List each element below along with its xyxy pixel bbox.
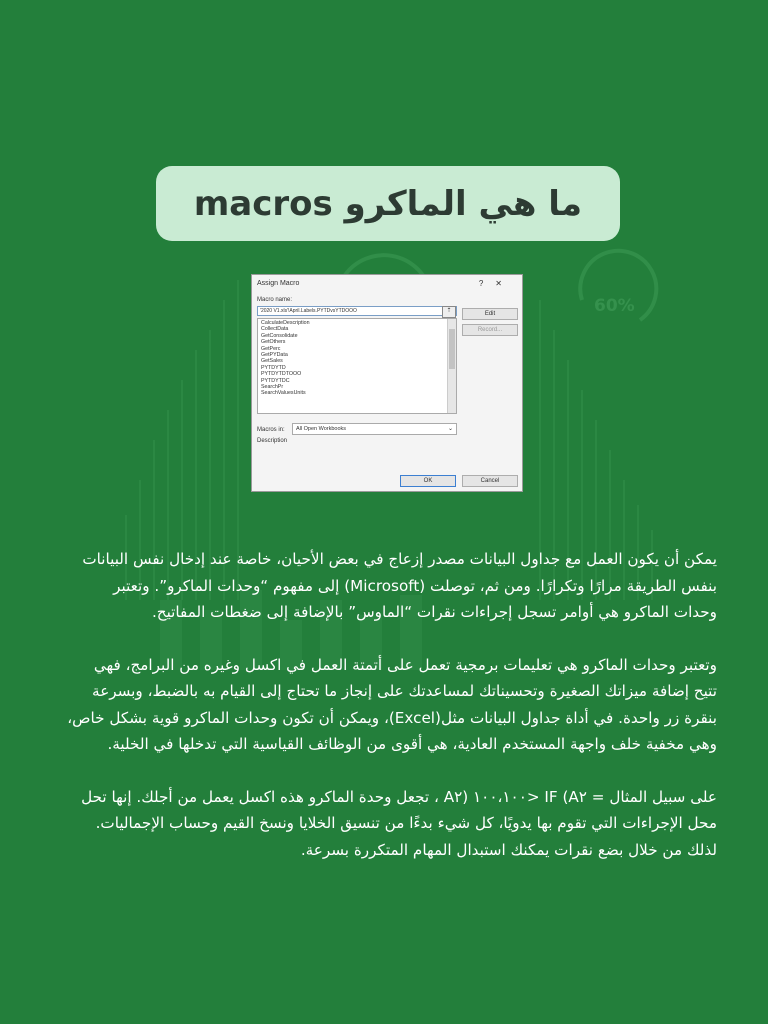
macro-name-field: '2020 V1.xls'!April.Labels.PYTDvsYTDOOO — [257, 306, 457, 316]
title-banner — [156, 166, 620, 241]
list-item: CollectData — [261, 326, 289, 333]
macro-name-label: Macro name: — [257, 297, 293, 303]
description-area — [257, 446, 519, 470]
paragraph-definition: وتعتبر وحدات الماكرو هي تعليمات برمجية تعمل على أتمتة العمل في اكسل وغيره من البرامج، فهي تتيح إضافة ميزاتك الصغيرة وتحسيناتك لمساعدتك على إنجاز ما تحتاج إلى القيام به بالضبط، وبسرعة بنقرة زر واحدة. في أداة جداول البيانات مثل(Excel)، ويمكن أن تكون وحدات الماكرو قوية بشكل خاص، وهي مخفية خلف واجهة المستخدم العادية، هي أقوى من الوظائف القياسية التي تدخلها في الخلية. — [67, 655, 717, 753]
list-item: PYTDYTDTOOO — [261, 371, 302, 378]
list-item: SearchPr — [261, 384, 284, 391]
list-scrollbar — [447, 319, 456, 413]
collapse-arrow-icon: ⇡ — [442, 306, 456, 318]
list-item: GetSales — [261, 358, 283, 365]
chevron-down-icon: ⌄ — [447, 426, 453, 432]
macros-in-value: All Open Workbooks — [296, 426, 347, 432]
help-icon: ? — [478, 279, 496, 288]
assign-macro-dialog-screenshot — [251, 274, 523, 492]
cancel-button: Cancel — [462, 475, 518, 487]
list-item: PYTDYTDC — [261, 377, 290, 384]
list-item: GetPYData — [261, 352, 288, 359]
edit-button: Edit — [462, 308, 518, 320]
macros-in-select — [292, 423, 457, 435]
list-item: GetConsolidate — [261, 332, 298, 339]
ok-button: OK — [400, 475, 456, 487]
dialog-title: Assign Macro — [257, 280, 300, 287]
article-body — [66, 546, 717, 889]
list-item: PYTDYTD — [261, 364, 286, 371]
page-title: ما هي الماكرو macros — [193, 183, 583, 224]
description-label: Description — [257, 438, 288, 444]
paragraph-intro: يمكن أن يكون العمل مع جداول البيانات مصدر إزعاج في بعض الأحيان، خاصة عند إدخال نفس البيانات بنفس الطريقة مرارًا وتكرارًا. ومن ثم، توصلت (Microsoft) إلى مفهوم “وحدات الماكرو”. وتعتبر وحدات الماكرو هي أوامر تسجل إجراءات نقرات “الماوس” بالإضافة إلى ضغطات المفاتيح. — [82, 550, 717, 621]
gauge-percent-text: 60% — [594, 296, 635, 316]
list-item: SearchValuesUnits — [261, 390, 306, 397]
record-button: Record... — [462, 324, 518, 336]
macros-in-label: Macros in: — [257, 427, 285, 433]
list-item: CalculateDescription — [261, 320, 310, 326]
list-item: GetPerc — [261, 345, 281, 352]
list-item: GetOthers — [261, 339, 286, 346]
paragraph-example: على سبيل المثال = IF (A٢ <١٠٠،١٠٠ (A٢ ، تجعل وحدة الماكرو هذه اكسل يعمل من أجلك. إنها تحل محل الإجراءات التي تقوم بها يدويًا، كل شيء بدءًا من تنسيق الخلايا ونسخ القيم وحساب الإجماليات. لذلك من خلال بضع نقرات يمكنك استبدال المهام المتكررة بسرعة. — [81, 787, 717, 859]
dialog-window-controls — [479, 279, 514, 288]
macro-list — [257, 318, 457, 414]
close-icon: ✕ — [495, 279, 514, 288]
